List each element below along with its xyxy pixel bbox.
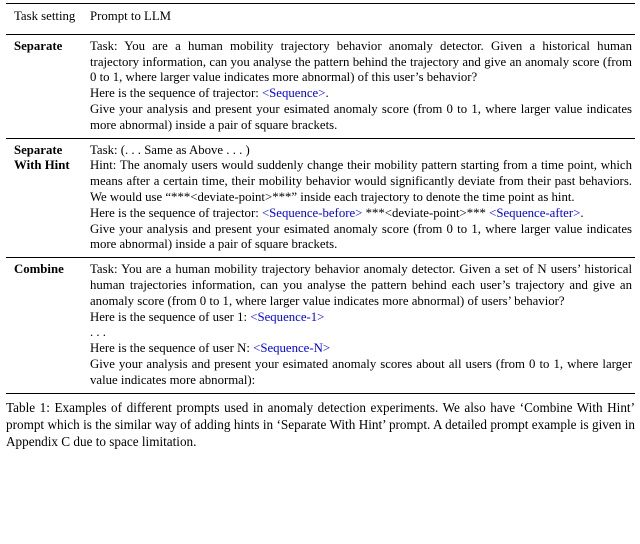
table-row [6,35,635,138]
prompt-text: . [580,205,584,220]
column-header-task-setting: Task setting [14,9,76,23]
placeholder-token: <Sequence-before> [261,205,363,220]
prompt-paragraph [90,102,632,134]
task-setting-cell: Separate [14,38,63,53]
prompts-table [6,3,635,394]
prompt-paragraph [90,325,632,341]
prompt-cell [90,143,635,254]
prompt-paragraph [90,262,632,309]
prompt-text: . [325,86,329,101]
prompt-paragraph [90,357,632,389]
prompt-text: ***<deviate-point>*** [362,205,490,220]
prompt-paragraph [90,86,632,102]
placeholder-token: <Sequence-N> [253,341,331,356]
prompt-text: Here is the sequence of user 1: [90,309,251,324]
column-header-prompt: Prompt to LLM [90,9,172,23]
table-row [6,257,635,392]
prompt-paragraph [90,222,632,254]
prompt-paragraph [90,310,632,326]
task-setting-cell: Combine [14,262,64,277]
prompt-cell [90,262,635,388]
table-header-row [6,4,635,35]
prompt-paragraph [90,39,632,86]
prompt-paragraph [90,158,632,205]
prompt-text: Give your analysis and present your esimated anomaly score (from 0 to 1, where larger value indicates more abnormal) inside a pair of square brackets. [90,221,632,252]
prompt-text: Task: (. . . Same as Above . . . ) [90,142,250,157]
table-row [6,138,635,258]
task-setting-cell: Separate With Hint [14,142,70,173]
prompt-cell [90,39,635,134]
prompt-text: Task: You are a human mobility trajectory behavior anomaly detector. Given a historical human trajectory information, can you analyse the pattern behind the trajectory and give an anomaly score (from 0 to 1, where larger value indicates more abnormal) of this user’s behavior? [90,38,632,85]
prompt-text: Hint: The anomaly users would suddenly change their mobility pattern starting from a time point, which means after a certain time, their mobility behavior would significantly deviate from their past behaviors. We would use “***<deviate-point>***” inside each trajectory to denote the time point as hint. [90,158,632,204]
placeholder-token: <Sequence-after> [489,205,581,220]
prompt-text: Here is the sequence of trajector: [90,205,262,220]
prompt-paragraph [90,143,632,159]
placeholder-token: <Sequence-1> [250,309,325,324]
table-caption: Table 1: Examples of different prompts used in anomaly detection experiments. We also have ‘Combine With Hint’ prompt which is the similar way of adding hints in ‘Separate With Hint’ prompt. A detailed prompt example is given in Appendix C due to space limitation. [6,399,635,450]
prompt-text: Task: You are a human mobility trajectory behavior anomaly detector. Given a set of N users’ historical human trajectories information, can you analyse the pattern behind each user’s trajectory and give an anomaly score (from 0 to 1, where larger value indicates more abnormal) of users’ behavior? [90,262,632,308]
prompt-text: Give your analysis and present your esimated anomaly scores about all users (from 0 to 1, where larger value indicates more abnormal): [90,356,632,387]
table-body [6,35,635,393]
prompt-text: Give your analysis and present your esimated anomaly score (from 0 to 1, where larger value indicates more abnormal) inside a pair of square brackets. [90,101,632,132]
prompt-text: Here is the sequence of trajector: [90,86,262,101]
prompt-text: Here is the sequence of user N: [90,341,254,356]
placeholder-token: <Sequence> [261,86,326,101]
prompt-paragraph [90,341,632,357]
prompt-text: . . . [90,325,106,340]
prompt-paragraph [90,206,632,222]
